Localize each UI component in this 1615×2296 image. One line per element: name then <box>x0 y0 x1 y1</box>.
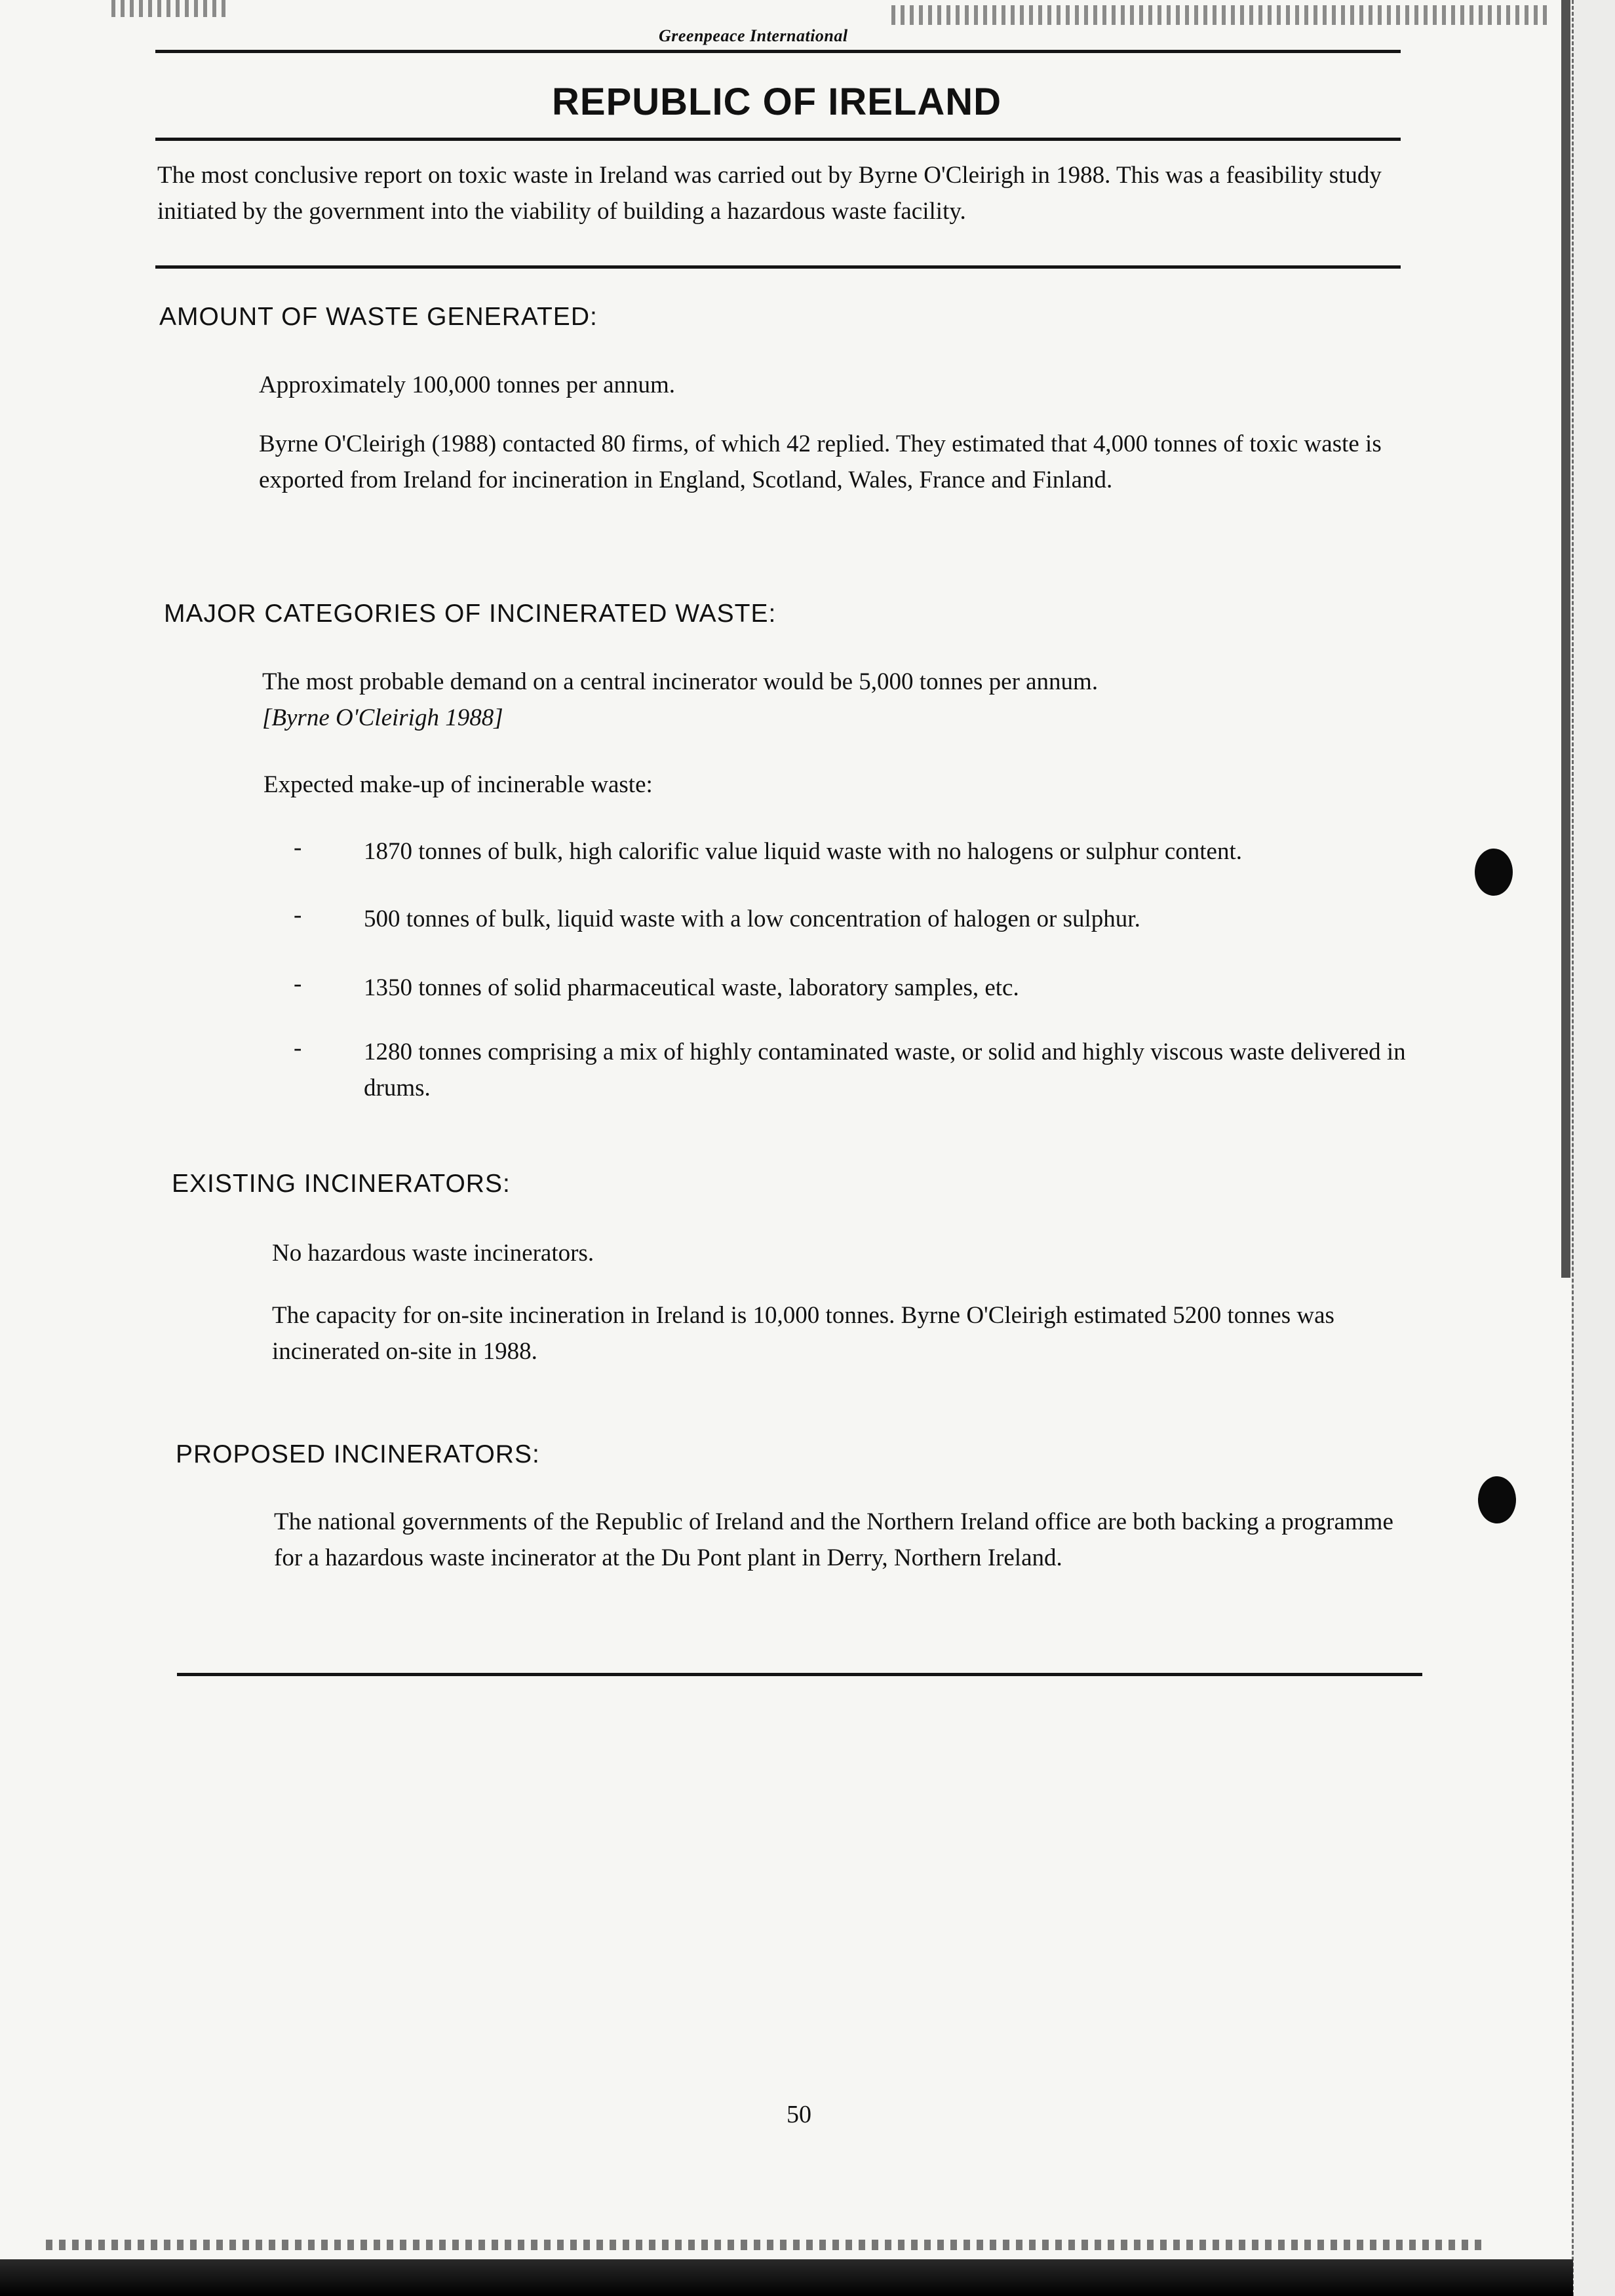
closing-rule <box>177 1673 1422 1676</box>
section-paragraph: The national governments of the Republic of Ireland and the Northern Ireland office are both backing a programme for a hazardous waste incinerator at the Du Pont plant in Derry, Northern Ireland. <box>274 1508 1393 1571</box>
scan-bottom-bar <box>0 2259 1573 2296</box>
list-item: 1870 tonnes of bulk, high calorific value liquid waste with no halogens or sulphur content. <box>364 838 1242 865</box>
punch-hole-mark <box>1478 1476 1516 1523</box>
section-paragraph: The capacity for on-site incineration in Ireland is 10,000 tonnes. Byrne O'Cleirigh estimated 5200 tonnes was incinerated on-site in 1988. <box>272 1302 1334 1365</box>
scan-page-edge <box>1572 0 1615 2296</box>
section-heading-categories: MAJOR CATEGORIES OF INCINERATED WASTE: <box>164 600 777 628</box>
section-paragraph: Byrne O'Cleirigh (1988) contacted 80 firms, of which 42 replied. They estimated that 4,000 tonnes of toxic waste is exported from Ireland for incineration in England, Scotland, Wales, France and Finland. <box>259 430 1382 493</box>
section-heading-proposed: PROPOSED INCINERATORS: <box>176 1440 540 1468</box>
intro-paragraph: The most conclusive report on toxic waste in Ireland was carried out by Byrne O'Cleirigh in 1988. This was a feasibility study initiated by the government into the viability of building a hazardous waste facility. <box>157 162 1382 225</box>
page-number: 50 <box>787 2101 811 2128</box>
list-item: 1350 tonnes of solid pharmaceutical waste, laboratory samples, etc. <box>364 974 1019 1001</box>
bullet-marker: - <box>294 1035 302 1062</box>
scan-edge-band <box>1561 0 1570 1278</box>
section-heading-existing: EXISTING INCINERATORS: <box>172 1170 511 1198</box>
bullet-marker: - <box>294 970 302 997</box>
section-paragraph: Expected make-up of incinerable waste: <box>263 771 653 798</box>
scan-noise-bottom <box>46 2240 1488 2250</box>
header-label: Greenpeace International <box>659 26 848 45</box>
scan-noise-top-left <box>111 0 229 17</box>
section-heading-amount: AMOUNT OF WASTE GENERATED: <box>159 303 598 331</box>
citation: [Byrne O'Cleirigh 1988] <box>262 704 503 731</box>
title-rule <box>155 138 1401 141</box>
page-title: REPUBLIC OF IRELAND <box>552 81 1002 123</box>
bullet-marker: - <box>294 902 302 928</box>
list-item: 500 tonnes of bulk, liquid waste with a low concentration of halogen or sulphur. <box>364 906 1140 932</box>
header-rule <box>155 50 1401 53</box>
scan-noise-top-right <box>891 5 1547 25</box>
bullet-marker: - <box>294 834 302 861</box>
punch-hole-mark <box>1475 849 1513 896</box>
section-paragraph: Approximately 100,000 tonnes per annum. <box>259 372 676 398</box>
section-paragraph: No hazardous waste incinerators. <box>272 1240 594 1267</box>
list-item: 1280 tonnes comprising a mix of highly contaminated waste, or solid and highly viscous waste delivered in drums. <box>364 1039 1406 1101</box>
section-paragraph: The most probable demand on a central incinerator would be 5,000 tonnes per annum. <box>262 668 1099 695</box>
intro-rule <box>155 265 1401 269</box>
